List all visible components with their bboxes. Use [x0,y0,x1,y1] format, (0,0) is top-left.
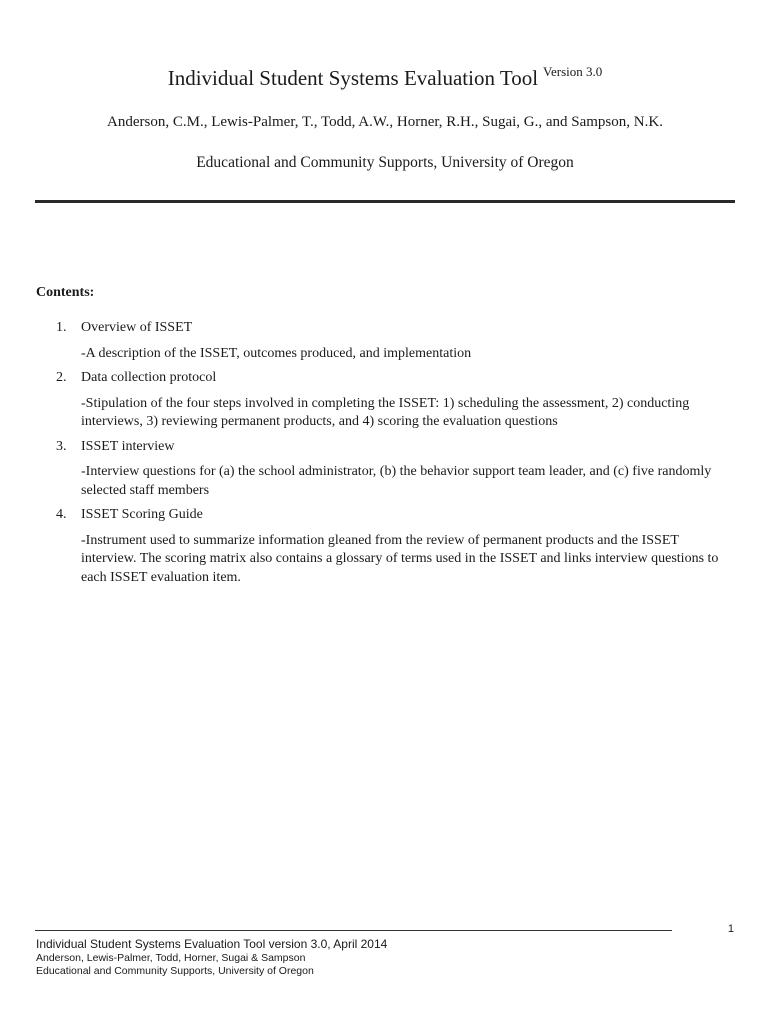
contents-item-4 [56,506,736,587]
item-title: ISSET interview [81,438,175,454]
contents-list [56,319,736,593]
item-description: -A description of the ISSET, outcomes produced, and implementation [81,345,472,361]
item-description: -Stipulation of the four steps involved in completing the ISSET: 1) scheduling the assessment, 2) conducting interviews, 3) reviewing permanent products, and 4) scoring the evaluation questions [81,395,690,429]
item-number: 1. [56,320,67,335]
header-divider [35,200,735,203]
item-number: 3. [56,438,67,454]
document-title [0,64,770,95]
footer-authors-line: Anderson, Lewis-Palmer, Todd, Horner, Sugai & Sampson [36,952,306,964]
item-description: -Instrument used to summarize information gleaned from the review of permanent products and the ISSET interview. The scoring matrix also contains a glossary of terms used in the ISSET and links interview questions to each ISSET evaluation item. [81,532,719,585]
item-description: -Interview questions for (a) the school administrator, (b) the behavior support team leader, and (c) five randomly selected staff members [81,464,712,498]
page-number: 1 [727,923,734,935]
footer-divider [35,930,672,931]
item-number: 4. [56,507,67,522]
item-title: Data collection protocol [81,370,217,385]
authors-line: Anderson, C.M., Lewis-Palmer, T., Todd, A.W., Horner, R.H., Sugai, G., and Sampson, N.K. [107,114,663,130]
organization-line: Educational and Community Supports, University of Oregon [196,154,574,171]
item-title: Overview of ISSET [81,320,193,335]
contents-item-2 [56,369,736,432]
footer-organization-line: Educational and Community Supports, University of Oregon [36,965,314,977]
footer-title-line: Individual Student Systems Evaluation Tool version 3.0, April 2014 [36,937,388,951]
item-number: 2. [56,370,67,385]
item-title: ISSET Scoring Guide [81,507,203,522]
title-text: Individual Student Systems Evaluation Tool [167,66,539,90]
contents-heading: Contents: [36,285,95,300]
contents-item-3 [56,438,736,501]
contents-item-1 [56,319,736,363]
version-label: Version 3.0 [543,64,603,79]
